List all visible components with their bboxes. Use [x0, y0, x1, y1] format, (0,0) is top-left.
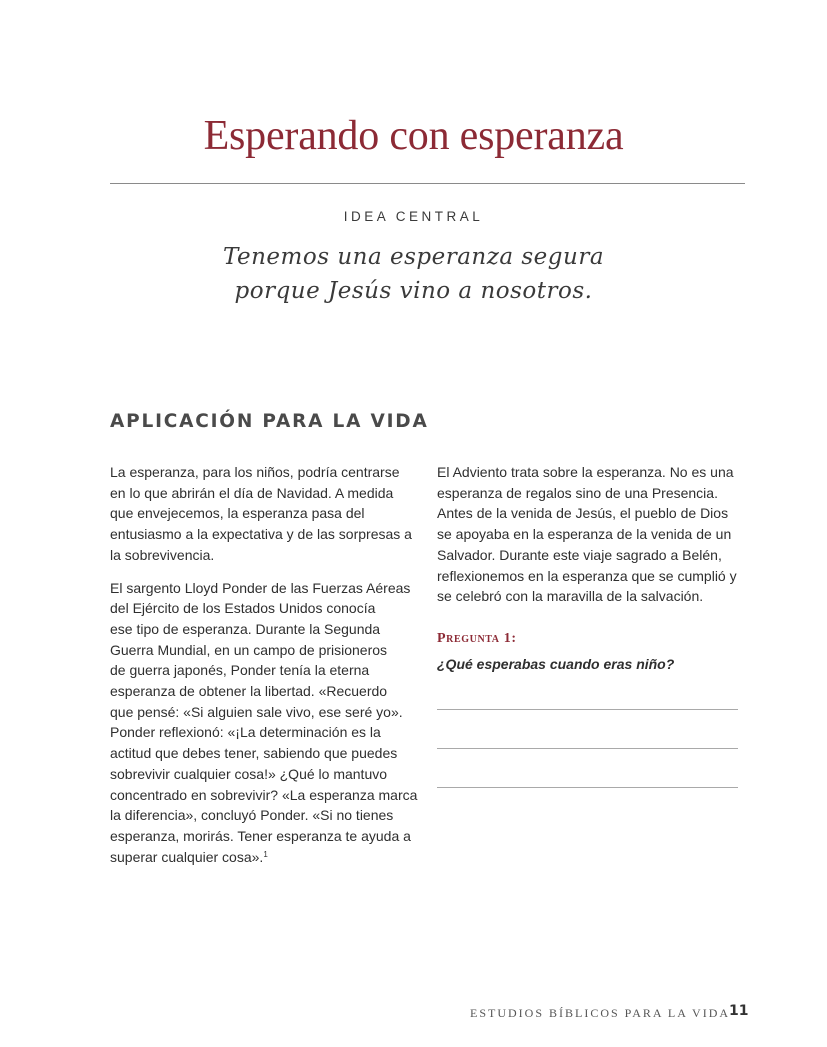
question-text: ¿Qué esperabas cuando eras niño? [437, 656, 675, 672]
text-line: del Ejército de los Estados Unidos conocía [110, 600, 376, 617]
answer-line[interactable] [437, 709, 738, 710]
text-line: Guerra Mundial, en un campo de prisioneros [110, 641, 388, 658]
text-line: que envejecemos, la esperanza pasa del [110, 505, 365, 522]
right-column [437, 462, 742, 619]
text-line: en lo que abrirán el día de Navidad. A medida [110, 484, 394, 501]
footnote-marker[interactable]: 1 [263, 849, 268, 859]
paragraph [110, 462, 422, 566]
text-line: Antes de la venida de Jesús, el pueblo de Dios [437, 505, 729, 522]
text-line: Ponder reflexionó: «¡La determinación es la [110, 724, 381, 741]
text-line: la sobrevivencia. [110, 546, 215, 563]
text-line: reflexionemos en la esperanza que se cumplió y [437, 567, 737, 584]
idea-central-text [0, 240, 827, 308]
title-divider [110, 183, 745, 184]
text-line: se celebró con la maravilla de la salvación. [437, 588, 704, 605]
text-line: que pensé: «Si alguien sale vivo, ese seré yo». [110, 703, 403, 720]
page-number: 11 [729, 1003, 749, 1019]
text-line: El sargento Lloyd Ponder de las Fuerzas Aéreas [110, 579, 411, 596]
text-line: sobrevivir cualquier cosa!» ¿Qué lo mantuvo [110, 765, 388, 782]
page-title: Esperando con esperanza [203, 113, 624, 159]
footer-title: ESTUDIOS BÍBLICOS PARA LA VIDA [470, 1006, 731, 1020]
text-line: El Adviento trata sobre la esperanza. No es una [437, 464, 734, 480]
paragraph [437, 462, 742, 607]
idea-central-line: porque Jesús vino a nosotros. [234, 278, 593, 304]
text-line: actitud que debes tener, sabiendo que puedes [110, 745, 398, 762]
question-label: Pregunta 1: [437, 631, 517, 646]
text-line: la diferencia», concluyó Ponder. «Si no tienes [110, 807, 394, 824]
text-line: concentrado en sobrevivir? «La esperanza marca [110, 786, 418, 803]
text-line: entusiasmo a la expectativa y de las sorpresas a [110, 526, 412, 543]
idea-central-line: Tenemos una esperanza segura [222, 244, 605, 270]
text-line-last [110, 847, 422, 868]
idea-central-label: IDEA CENTRAL [343, 209, 484, 224]
text-line: se apoyaba en la esperanza de la venida de un [437, 526, 732, 543]
text-line: esperanza de obtener la libertad. «Recuerdo [110, 683, 388, 700]
text-line: La esperanza, para los niños, podría centrarse [110, 464, 400, 480]
text-line: de guerra japonés, Ponder tenía la eterna [110, 662, 370, 679]
answer-line[interactable] [437, 748, 738, 749]
text-line: esperanza de regalos sino de una Presencia. [437, 484, 718, 501]
section-heading: APLICACIÓN PARA LA VIDA [110, 411, 429, 432]
answer-line[interactable] [437, 787, 738, 788]
text-line: esperanza, morirás. Tener esperanza te ayuda a [110, 827, 411, 844]
left-column [110, 462, 422, 879]
text-line: superar cualquier cosa». [110, 848, 264, 865]
text-line: ese tipo de esperanza. Durante la Segunda [110, 620, 381, 637]
text-line: Salvador. Durante este viaje sagrado a Belén, [437, 546, 722, 563]
paragraph [110, 578, 422, 868]
